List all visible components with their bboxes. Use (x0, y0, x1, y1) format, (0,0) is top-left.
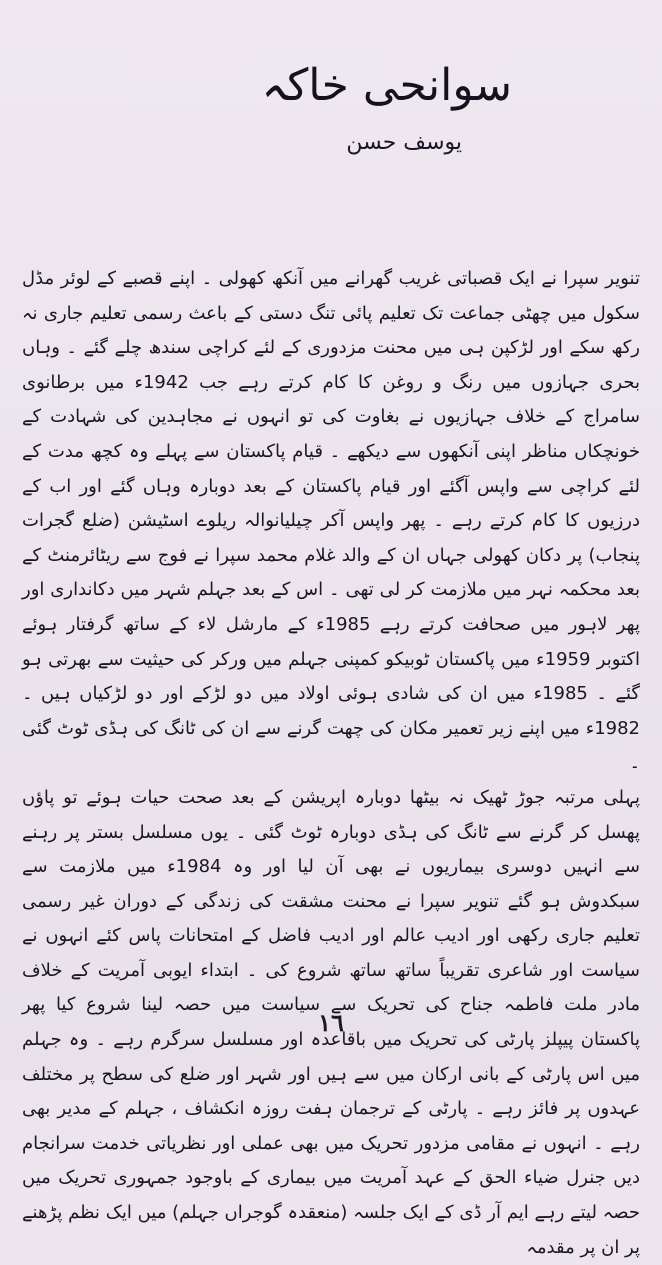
page-title: سوانحی خاکہ (261, 60, 512, 111)
paragraph: تنویر سپرا نے ایک قصباتی غریب گھرانے میں آنکھ کھولی ۔ اپنے قصبے کے لوئر مڈل سکول میں چھٹی جماعت تک تعلیم پائی تنگ دستی کے باعث رسمی تعلیم جاری نہ رکھ سکے اور لڑکپن ہی میں محنت مزدوری کے لئے کراچی سندھ چلے گئے ۔ وہاں بحری جہازوں میں رنگ و روغن کا کام کرتے رہے جب 1942ء میں برطانوی سامراج کے خلاف جہازیوں نے بغاوت کی تو انہوں نے مجاہدین کی شہادت کے خونچکاں مناظر اپنی آنکھوں سے دیکھے ۔ قیام پاکستان سے پہلے وہ کچھ مدت کے لئے کراچی سے واپس آگئے اور قیام پاکستان کے بعد دوبارہ وہاں گئے اور اب کے درزیوں کا کام کرتے رہے ۔ پھر واپس آکر چیلیانوالہ ریلوے اسٹیشن (ضلع گجرات پنجاب) پر دکان کھولی جہاں ان کے والد غلام محمد سپرا نے فوج سے ریٹائرمنٹ کے بعد محکمہ نہر میں ملازمت کر لی تھی ۔ اس کے بعد جہلم شہر میں دکانداری اور پھر لاہور میں صحافت کرتے رہے 1985ء کے مارشل لاء کے ساتھ گرفتار ہوئے اکتوبر 1959ء میں پاکستان ٹوبیکو کمپنی جہلم میں ورکر کی حیثیت سے بھرتی ہو گئے ۔ 1985ء میں ان کی شادی ہوئی اولاد میں دو لڑکے اور دو لڑکیاں ہیں ۔ 1982ء میں اپنے زیر تعمیر مکان کی چھت گرنے سے ان کی ٹانگ کی ہڈی ٹوٹ گئی ۔ (22, 268, 640, 774)
paragraph: پہلی مرتبہ جوڑ ٹھیک نہ بیٹھا دوبارہ اپریشن کے بعد صحت حیات ہوئے تو پاؤں پھسل کر گرنے سے ٹانگ کی ہڈی دوبارہ ٹوٹ گئی ۔ یوں مسلسل بستر پر رہنے سے انہیں دوسری بیماریوں نے بھی آن لیا اور وہ 1984ء میں ملازمت سے سبکدوش ہو گئے تنویر سپرا نے محنت مشقت کی زندگی کے دوران غیر رسمی تعلیم جاری رکھی اور ادیب عالم اور ادیب فاضل کے امتحانات پاس کئے انہوں نے سیاست اور شاعری تقریباً ساتھ ساتھ شروع کی ۔ ابتداء ایوبی آمریت کے خلاف مادر ملت فاطمہ جناح کی تحریک سے سیاست میں حصہ لینا شروع کیا پھر پاکستان پیپلز پارٹی کی تحریک میں باقاعدہ اور مسلسل سرگرم رہے ۔ وہ جہلم میں اس پارٹی کے بانی ارکان میں سے ہیں اور شہر اور ضلع کی سطح پر مختلف عہدوں پر فائز رہے ۔ پارٹی کے ترجمان ہفت روزہ انکشاف ، جہلم کے مدیر بھی رہے ۔ انہوں نے مقامی مزدور تحریک میں بھی عملی اور نظریاتی خدمت سرانجام دیں جنرل ضیاء الحق کے عہد آمریت میں بیماری کے باوجود جمہوری تحریک میں حصہ لیتے رہے ایم آر ڈی کے ایک جلسہ (منعقدہ گوجراں جہلم) میں ایک نظم پڑھنے پر ان پر مقدمہ (22, 786, 640, 1258)
page-number: ١٦ (318, 1008, 344, 1037)
author-name: یوسف حسن (346, 130, 462, 155)
body-text (22, 262, 640, 1265)
